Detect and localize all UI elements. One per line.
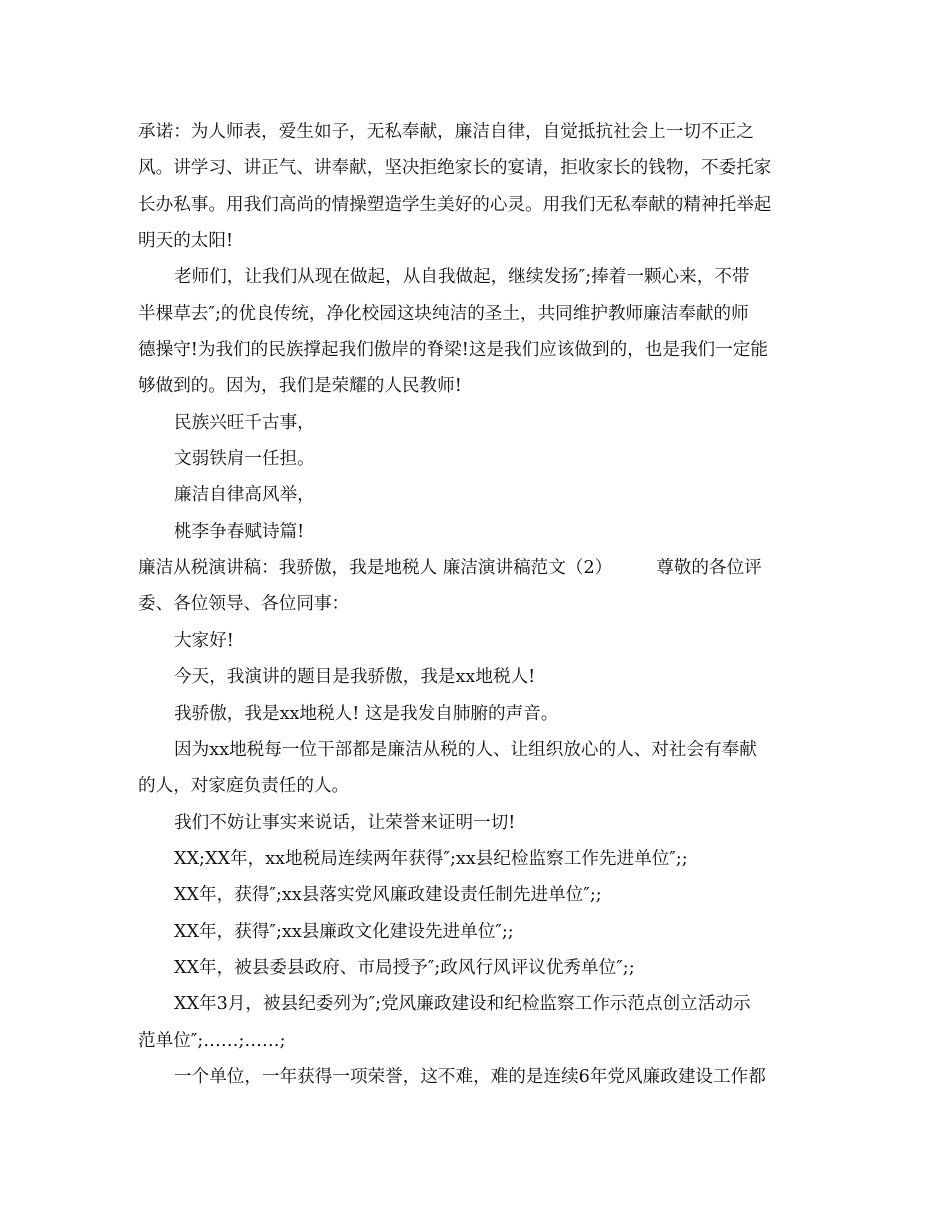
text-line: 文弱铁肩一任担。 <box>174 449 315 470</box>
text-line: 风。讲学习、讲正气、讲奉献，坚决拒绝家长的宴请，拒收家长的钱物，不委托家 <box>138 158 772 179</box>
text-line: 因为xx地税每一位干部都是廉洁从税的人、让组织放心的人、对社会有奉献 <box>174 739 757 760</box>
text-line: XX;XX年，xx地税局连续两年获得″;xx县纪检监察工作先进单位″;; <box>174 848 688 869</box>
text-line: 够做到的。因为，我们是荣耀的人民教师! <box>138 376 462 397</box>
text-line: 半棵草去″;的优良传统，净化校园这块纯洁的圣土，共同维护教师廉洁奉献的师 <box>138 303 749 324</box>
text-line: XX年，获得″;xx县廉政文化建设先进单位″;; <box>174 921 514 942</box>
text-line: 我骄傲，我是xx地税人! 这是我发自肺腑的声音。 <box>174 703 559 724</box>
text-line: 委、各位领导、各位同事： <box>138 594 350 615</box>
text-line: 我们不妨让事实来说话，让荣誉来证明一切! <box>174 812 516 833</box>
text-line: 今天，我演讲的题目是我骄傲，我是xx地税人! <box>174 667 536 688</box>
text-line: 明天的太阳! <box>138 231 234 252</box>
text-line: 桃李争春赋诗篇! <box>174 521 305 542</box>
text-line: 廉洁从税演讲稿：我骄傲，我是地税人 廉洁演讲稿范文（2） 尊敬的各位评 <box>138 558 762 579</box>
text-line: 长办私事。用我们高尚的情操塑造学生美好的心灵。用我们无私奉献的精神托举起 <box>138 194 772 215</box>
text-line: 德操守!为我们的民族撑起我们傲岸的脊梁!这是我们应该做到的，也是我们一定能 <box>138 340 768 361</box>
text-line: 承诺：为人师表，爱生如子，无私奉献，廉洁自律，自觉抵抗社会上一切不正之 <box>138 122 754 142</box>
document-page <box>138 114 818 1095</box>
text-line: XX年3月，被县纪委列为″;党风廉政建设和纪检监察工作示范点创立活动示 <box>174 994 751 1015</box>
text-line: XX年，获得″;xx县落实党风廉政建设责任制先进单位″;; <box>174 885 602 906</box>
text-line: 老师们，让我们从现在做起，从自我做起，继续发扬″;捧着一颗心来，不带 <box>174 267 750 288</box>
text-line: 民族兴旺千古事， <box>174 412 315 433</box>
text-line: 廉洁自律高风举， <box>174 485 315 506</box>
text-line: 范单位″;……;……; <box>138 1030 286 1051</box>
text-line: XX年，被县委县政府、市局授予″;政风行风评议优秀单位″;; <box>174 957 635 978</box>
text-line: 一个单位，一年获得一项荣誉，这不难，难的是连续6年党风廉政建设工作都 <box>174 1066 766 1087</box>
text-line: 的人，对家庭负责任的人。 <box>138 776 350 797</box>
text-line: 大家好! <box>174 630 234 651</box>
